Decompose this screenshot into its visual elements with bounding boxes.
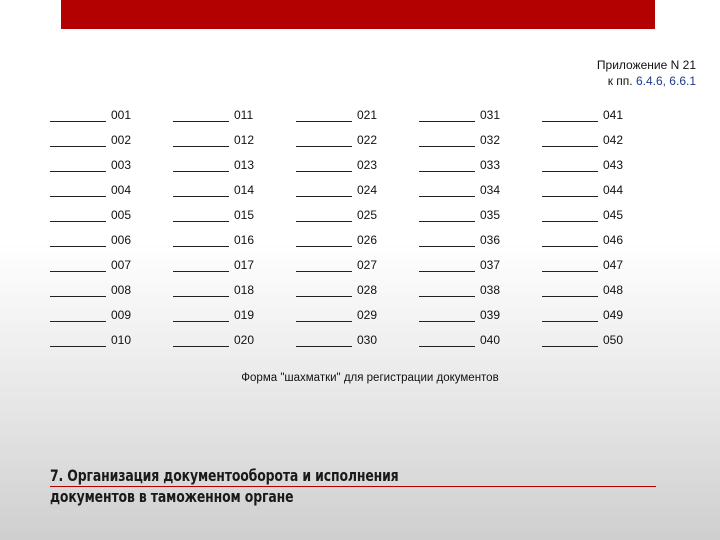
register-number: 012 — [234, 133, 255, 147]
register-entry — [419, 206, 542, 222]
register-entry — [419, 131, 542, 147]
blank-line — [419, 284, 475, 297]
blank-line — [296, 284, 352, 297]
register-entry — [296, 331, 419, 347]
register-entry — [542, 256, 665, 272]
header-accent-bar — [61, 0, 655, 29]
register-number: 006 — [111, 233, 132, 247]
register-number: 046 — [603, 233, 624, 247]
register-entry — [419, 181, 542, 197]
register-entry — [296, 181, 419, 197]
registration-grid — [50, 106, 665, 356]
register-number: 007 — [111, 258, 132, 272]
register-entry — [296, 156, 419, 172]
blank-line — [419, 184, 475, 197]
register-entry — [542, 331, 665, 347]
register-number: 010 — [111, 333, 132, 347]
blank-line — [296, 259, 352, 272]
register-number: 041 — [603, 108, 624, 122]
register-number: 050 — [603, 333, 624, 347]
register-entry — [173, 206, 296, 222]
register-entry — [419, 156, 542, 172]
register-entry — [419, 231, 542, 247]
blank-line — [419, 259, 475, 272]
register-number: 017 — [234, 258, 255, 272]
register-number: 014 — [234, 183, 255, 197]
blank-line — [50, 334, 106, 347]
register-number: 018 — [234, 283, 255, 297]
blank-line — [173, 184, 229, 197]
blank-line — [542, 284, 598, 297]
blank-line — [173, 334, 229, 347]
blank-line — [542, 134, 598, 147]
register-number: 015 — [234, 208, 255, 222]
register-entry — [50, 281, 173, 297]
register-entry — [296, 306, 419, 322]
register-entry — [50, 206, 173, 222]
register-number: 049 — [603, 308, 624, 322]
register-entry — [173, 281, 296, 297]
register-number: 023 — [357, 158, 378, 172]
blank-line — [419, 159, 475, 172]
blank-line — [296, 309, 352, 322]
register-entry — [296, 231, 419, 247]
register-number: 034 — [480, 183, 501, 197]
register-number: 016 — [234, 233, 255, 247]
blank-line — [296, 109, 352, 122]
blank-line — [173, 209, 229, 222]
register-entry — [542, 106, 665, 122]
blank-line — [419, 209, 475, 222]
blank-line — [542, 209, 598, 222]
register-number: 028 — [357, 283, 378, 297]
register-number: 044 — [603, 183, 624, 197]
register-entry — [542, 231, 665, 247]
register-number: 021 — [357, 108, 378, 122]
appendix-number: Приложение N 21 — [596, 58, 696, 72]
register-number: 020 — [234, 333, 255, 347]
register-entry — [173, 256, 296, 272]
register-entry — [173, 156, 296, 172]
blank-line — [542, 334, 598, 347]
register-entry — [296, 106, 419, 122]
register-number: 038 — [480, 283, 501, 297]
register-entry — [173, 106, 296, 122]
register-entry — [542, 131, 665, 147]
blank-line — [173, 134, 229, 147]
register-number: 036 — [480, 233, 501, 247]
register-number: 001 — [111, 108, 132, 122]
register-number: 039 — [480, 308, 501, 322]
blank-line — [542, 234, 598, 247]
blank-line — [419, 234, 475, 247]
blank-line — [50, 109, 106, 122]
blank-line — [173, 159, 229, 172]
blank-line — [173, 109, 229, 122]
register-entry — [50, 306, 173, 322]
register-entry — [173, 331, 296, 347]
register-number: 024 — [357, 183, 378, 197]
blank-line — [419, 134, 475, 147]
register-entry — [542, 206, 665, 222]
register-entry — [173, 131, 296, 147]
register-number: 004 — [111, 183, 132, 197]
register-number: 025 — [357, 208, 378, 222]
appendix-reference — [597, 73, 696, 89]
appendix-note — [597, 57, 696, 89]
register-number: 005 — [111, 208, 132, 222]
blank-line — [50, 309, 106, 322]
appendix-reference-sections: 6.4.6, 6.6.1 — [635, 74, 696, 88]
register-number: 027 — [357, 258, 378, 272]
blank-line — [50, 284, 106, 297]
register-number: 032 — [480, 133, 501, 147]
blank-line — [542, 109, 598, 122]
register-entry — [419, 106, 542, 122]
blank-line — [173, 259, 229, 272]
register-entry — [419, 281, 542, 297]
register-number: 013 — [234, 158, 255, 172]
register-entry — [173, 181, 296, 197]
register-entry — [542, 306, 665, 322]
register-number: 002 — [111, 133, 132, 147]
register-number: 019 — [234, 308, 255, 322]
register-entry — [50, 181, 173, 197]
register-number: 033 — [480, 158, 501, 172]
blank-line — [296, 234, 352, 247]
register-number: 008 — [111, 283, 132, 297]
register-number: 030 — [357, 333, 378, 347]
register-entry — [296, 206, 419, 222]
blank-line — [296, 334, 352, 347]
register-number: 040 — [480, 333, 501, 347]
register-number: 009 — [111, 308, 132, 322]
register-entry — [173, 231, 296, 247]
register-number: 011 — [234, 108, 254, 122]
register-number: 022 — [357, 133, 378, 147]
blank-line — [542, 259, 598, 272]
blank-line — [419, 109, 475, 122]
form-caption: Форма "шахматки" для регистрации документов — [241, 372, 499, 384]
register-entry — [296, 281, 419, 297]
blank-line — [50, 234, 106, 247]
register-entry — [419, 256, 542, 272]
register-entry — [173, 306, 296, 322]
blank-line — [50, 134, 106, 147]
blank-line — [542, 159, 598, 172]
blank-line — [50, 184, 106, 197]
appendix-reference-prefix: к пп. — [607, 74, 636, 88]
register-entry — [50, 156, 173, 172]
register-entry — [542, 281, 665, 297]
register-entry — [50, 106, 173, 122]
register-number: 029 — [357, 308, 378, 322]
title-underline — [50, 486, 656, 487]
blank-line — [296, 159, 352, 172]
blank-line — [296, 134, 352, 147]
blank-line — [50, 259, 106, 272]
blank-line — [542, 184, 598, 197]
register-number: 003 — [111, 158, 132, 172]
register-entry — [419, 331, 542, 347]
register-number: 026 — [357, 233, 378, 247]
blank-line — [296, 209, 352, 222]
blank-line — [296, 184, 352, 197]
register-entry — [50, 231, 173, 247]
register-entry — [50, 331, 173, 347]
blank-line — [419, 309, 475, 322]
blank-line — [50, 209, 106, 222]
blank-line — [542, 309, 598, 322]
register-entry — [50, 256, 173, 272]
blank-line — [50, 159, 106, 172]
register-number: 045 — [603, 208, 624, 222]
blank-line — [419, 334, 475, 347]
register-number: 042 — [603, 133, 624, 147]
blank-line — [173, 284, 229, 297]
register-entry — [542, 156, 665, 172]
register-entry — [50, 131, 173, 147]
register-entry — [419, 306, 542, 322]
blank-line — [173, 234, 229, 247]
register-number: 043 — [603, 158, 624, 172]
register-number: 035 — [480, 208, 501, 222]
register-number: 031 — [480, 108, 501, 122]
register-number: 047 — [603, 258, 624, 272]
register-number: 048 — [603, 283, 624, 297]
slide-title: 7. Организация документооборота и исполнения документов в таможенном органе — [50, 466, 399, 506]
register-entry — [542, 181, 665, 197]
register-number: 037 — [480, 258, 501, 272]
register-entry — [296, 256, 419, 272]
register-entry — [296, 131, 419, 147]
blank-line — [173, 309, 229, 322]
